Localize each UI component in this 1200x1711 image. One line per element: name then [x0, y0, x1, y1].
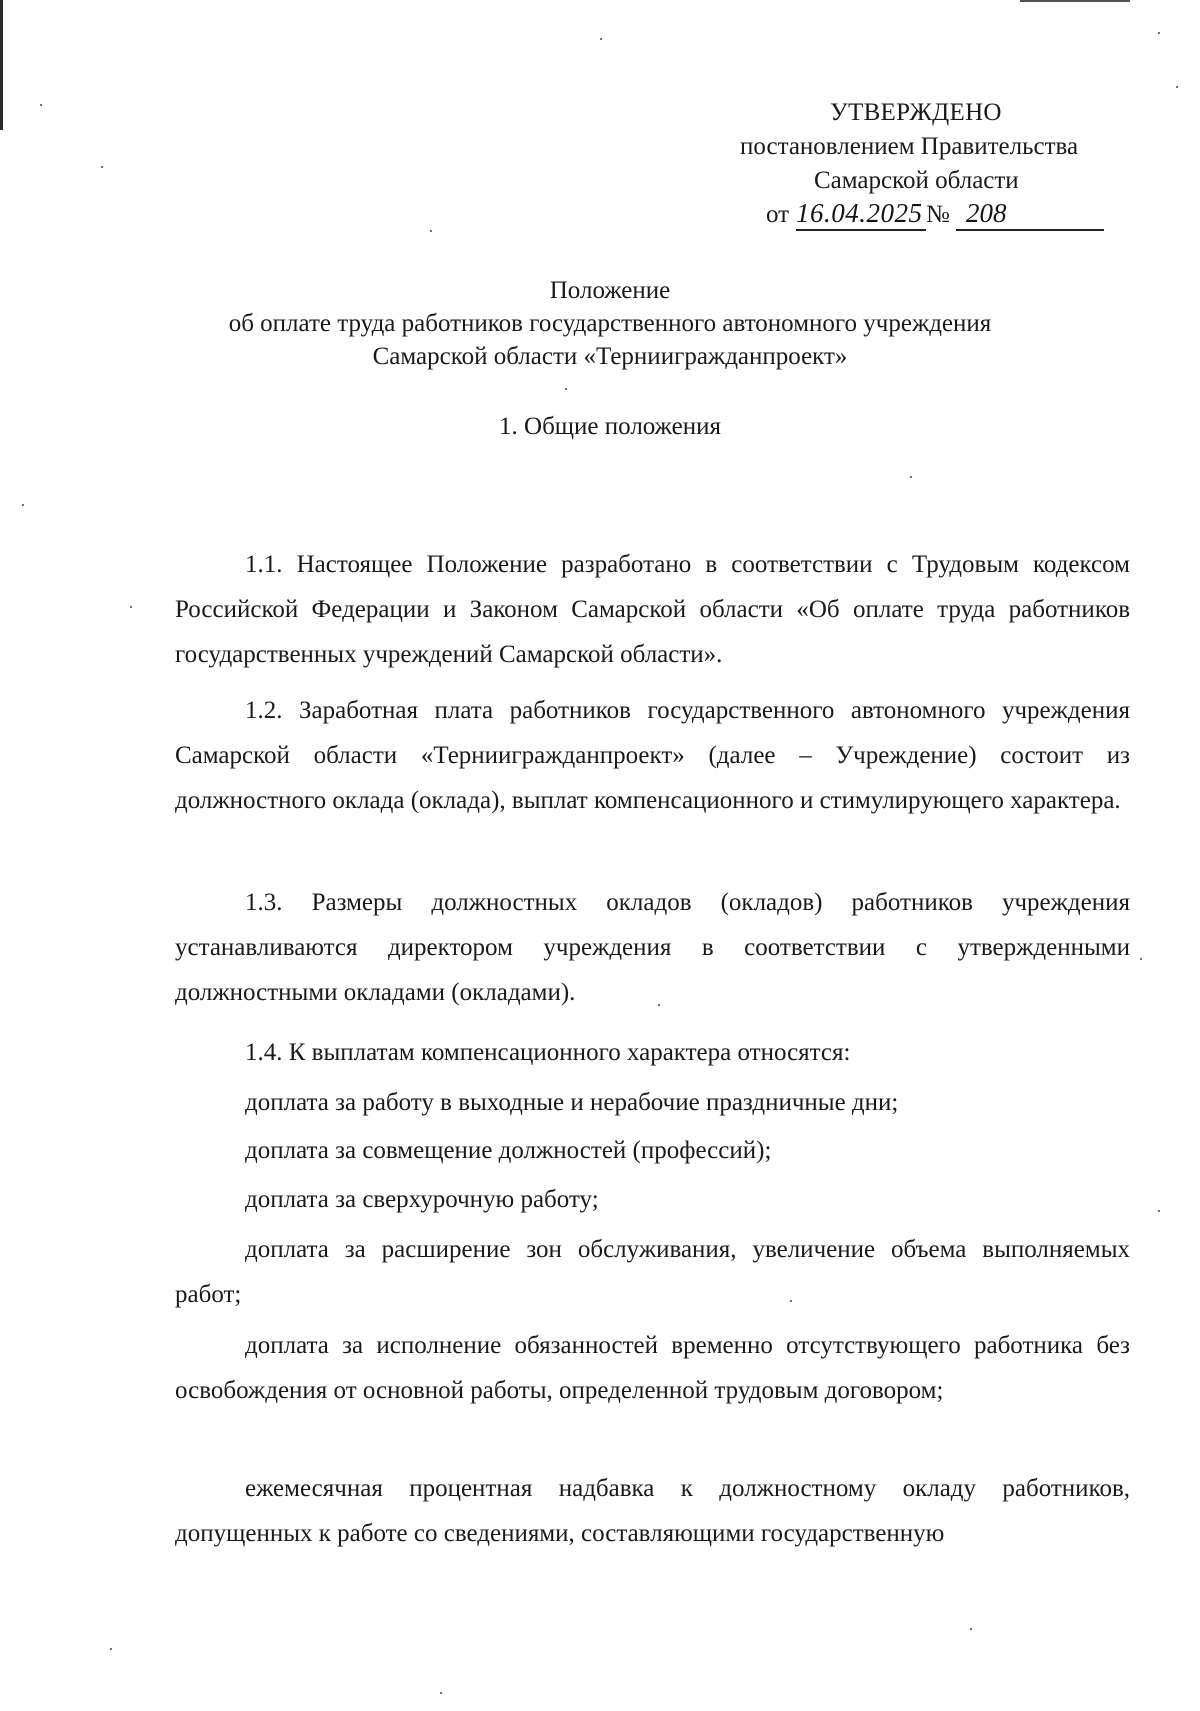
approval-from-label: от: [766, 201, 790, 228]
document-heading: [170, 274, 1050, 373]
scan-speck: [1176, 86, 1178, 88]
approval-title: УТВЕРЖДЕНО: [830, 99, 1002, 126]
heading-title: Положение: [549, 277, 671, 304]
approval-number: 208: [966, 198, 1007, 228]
paragraph-1-1: 1.1. Настоящее Положение разработано в соответствии с Трудовым кодексом Российской Федерации и Законом Самарской области «Об оплате труда работников государственных учреждений Самарской области».: [175, 551, 1130, 668]
scan-speck: [1158, 32, 1160, 34]
heading-subtitle-line1: об оплате труда работников государственного автономного учреждения: [228, 310, 992, 337]
scan-speck: [1158, 1210, 1160, 1212]
scan-speck: [22, 504, 24, 506]
scan-top-artifact: [1020, 0, 1130, 2]
scan-speck: [600, 38, 602, 40]
number-underline: [956, 229, 1104, 231]
scan-speck: [970, 1628, 972, 1630]
paragraph-1-2: 1.2. Заработная плата работников государственного автономного учреждения Самарской области «Терниигражданпроект» (далее – Учреждение) состоит из должностного оклада (оклада), выплат компенсационного и стимулирующего характера.: [175, 697, 1130, 814]
list-item: доплата за исполнение обязанностей временно отсутствующего работника без освобождения от основной работы, определенной трудовым договором;: [175, 1332, 1130, 1404]
heading-subtitle-line2: Самарской области «Терниигражданпроект»: [372, 343, 848, 370]
approval-date: 16.04.2025: [796, 198, 923, 228]
approval-number-label: №: [926, 201, 950, 228]
scan-speck: [40, 104, 42, 106]
scan-speck: [565, 388, 567, 390]
scan-speck: [440, 1692, 442, 1694]
scan-speck: [430, 230, 432, 232]
scan-speck: [110, 1648, 112, 1650]
paragraph-1-4: 1.4. К выплатам компенсационного характера относятся:: [245, 1039, 851, 1066]
scan-speck: [1140, 958, 1142, 960]
scan-speck: [101, 166, 103, 168]
list-item: ежемесячная процентная надбавка к должностному окладу работников, допущенных к работе со сведениями, составляющими государственную: [175, 1475, 1130, 1547]
list-item: доплата за совмещение должностей (профессий);: [245, 1137, 772, 1164]
list-item: доплата за сверхурочную работу;: [245, 1186, 599, 1213]
approval-region: Самарской области: [814, 167, 1019, 194]
scan-edge-shadow: [0, 0, 3, 130]
section-title: 1. Общие положения: [499, 413, 721, 440]
list-item: доплата за работу в выходные и нерабочие праздничные дни;: [245, 1089, 899, 1116]
paragraph-1-3: 1.3. Размеры должностных окладов (окладов) работников учреждения устанавливаются директором учреждения в соответствии с утвержденными должностными окладами (окладами).: [175, 889, 1130, 1006]
list-item: доплата за расширение зон обслуживания, увеличение объема выполняемых работ;: [175, 1236, 1130, 1308]
scan-speck: [910, 476, 912, 478]
approval-authority: постановлением Правительства: [740, 133, 1079, 160]
scan-speck: [130, 606, 132, 608]
date-underline: [796, 229, 926, 231]
approval-date-number: [766, 198, 1096, 232]
